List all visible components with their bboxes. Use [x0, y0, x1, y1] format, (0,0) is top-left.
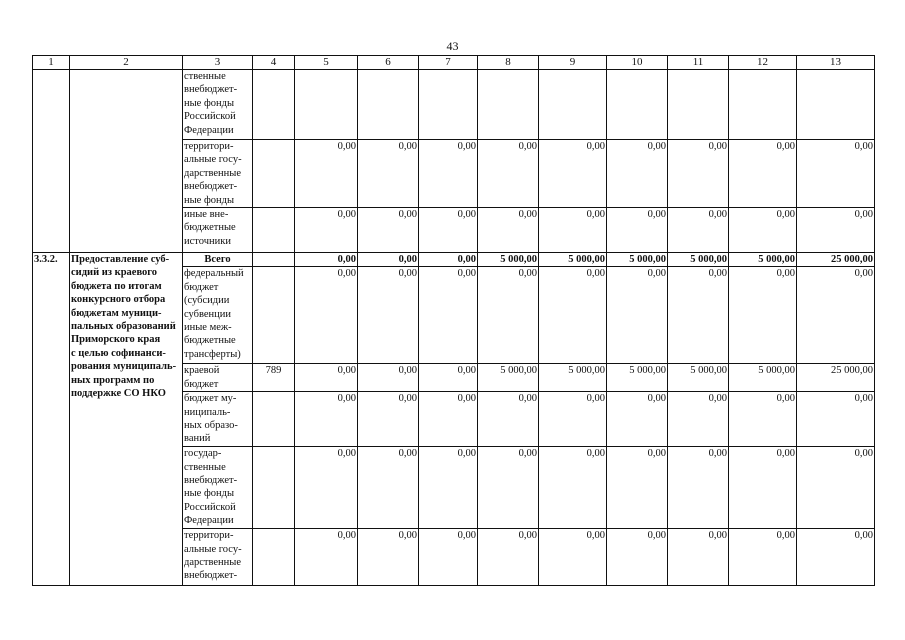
value-cell: 0,00	[539, 267, 607, 364]
value-cell: 25 000,00	[797, 253, 875, 267]
budget-code	[253, 447, 295, 529]
table-row	[33, 70, 875, 140]
value-cell: 0,00	[358, 447, 419, 529]
column-header: 10	[607, 56, 668, 70]
value-cell: 0,00	[797, 529, 875, 586]
funding-source: Всего	[183, 253, 253, 267]
value-cell: 5 000,00	[607, 364, 668, 392]
value-cell: 0,00	[797, 267, 875, 364]
value-cell: 0,00	[358, 529, 419, 586]
column-header: 6	[358, 56, 419, 70]
column-header: 11	[668, 56, 729, 70]
value-cell: 0,00	[729, 529, 797, 586]
value-cell: 0,00	[295, 364, 358, 392]
value-cell: 0,00	[797, 392, 875, 447]
value-cell	[668, 70, 729, 140]
value-cell: 0,00	[729, 208, 797, 253]
funding-source: государ- ственные внебюджет- ные фонды Российской Федерации	[183, 447, 253, 529]
value-cell: 0,00	[419, 140, 478, 208]
value-cell: 0,00	[539, 529, 607, 586]
budget-code	[253, 267, 295, 364]
value-cell: 0,00	[668, 447, 729, 529]
value-cell: 0,00	[607, 529, 668, 586]
value-cell: 0,00	[358, 253, 419, 267]
budget-code	[253, 208, 295, 253]
value-cell: 0,00	[358, 267, 419, 364]
column-header: 5	[295, 56, 358, 70]
value-cell: 0,00	[358, 364, 419, 392]
value-cell: 0,00	[607, 392, 668, 447]
column-header: 7	[419, 56, 478, 70]
value-cell: 0,00	[358, 208, 419, 253]
value-cell: 5 000,00	[478, 253, 539, 267]
page-number: 43	[446, 39, 459, 53]
value-cell: 0,00	[668, 529, 729, 586]
value-cell: 0,00	[358, 392, 419, 447]
funding-source: территори- альные госу- дарственные внебюджет- ные фонды	[183, 140, 253, 208]
value-cell: 0,00	[729, 392, 797, 447]
table-body	[33, 70, 875, 586]
value-cell: 0,00	[668, 392, 729, 447]
funding-source: краевой бюджет	[183, 364, 253, 392]
budget-table	[32, 55, 875, 586]
value-cell: 0,00	[478, 447, 539, 529]
budget-code	[253, 140, 295, 208]
value-cell: 0,00	[668, 140, 729, 208]
value-cell	[358, 70, 419, 140]
column-header: 4	[253, 56, 295, 70]
value-cell: 5 000,00	[668, 253, 729, 267]
value-cell: 25 000,00	[797, 364, 875, 392]
value-cell: 0,00	[478, 267, 539, 364]
value-cell: 0,00	[539, 208, 607, 253]
value-cell: 0,00	[419, 208, 478, 253]
value-cell: 0,00	[478, 140, 539, 208]
funding-source: территори- альные госу- дарственные внебюджет-	[183, 529, 253, 586]
value-cell	[478, 70, 539, 140]
value-cell: 0,00	[295, 529, 358, 586]
value-cell: 0,00	[478, 392, 539, 447]
funding-source: ственные внебюджет- ные фонды Российской Федерации	[183, 70, 253, 140]
column-number-row	[33, 56, 875, 70]
value-cell: 0,00	[539, 392, 607, 447]
value-cell	[607, 70, 668, 140]
value-cell	[419, 70, 478, 140]
value-cell: 0,00	[419, 392, 478, 447]
value-cell: 0,00	[478, 529, 539, 586]
value-cell: 5 000,00	[729, 253, 797, 267]
item-index: 3.3.2.	[33, 253, 70, 586]
budget-code	[253, 70, 295, 140]
value-cell: 0,00	[729, 447, 797, 529]
value-cell: 0,00	[419, 447, 478, 529]
value-cell: 0,00	[419, 529, 478, 586]
budget-code	[253, 392, 295, 447]
value-cell: 0,00	[539, 140, 607, 208]
value-cell: 5 000,00	[729, 364, 797, 392]
item-name-cell	[70, 70, 183, 253]
value-cell: 5 000,00	[478, 364, 539, 392]
budget-code: 789	[253, 364, 295, 392]
value-cell: 0,00	[607, 140, 668, 208]
table-row	[33, 253, 875, 267]
value-cell: 0,00	[607, 267, 668, 364]
value-cell: 0,00	[478, 208, 539, 253]
value-cell: 0,00	[729, 140, 797, 208]
column-header: 12	[729, 56, 797, 70]
column-header: 9	[539, 56, 607, 70]
value-cell: 0,00	[607, 208, 668, 253]
value-cell: 0,00	[729, 267, 797, 364]
value-cell: 5 000,00	[668, 364, 729, 392]
value-cell: 0,00	[797, 140, 875, 208]
value-cell: 0,00	[419, 364, 478, 392]
value-cell: 0,00	[295, 392, 358, 447]
funding-source: бюджет му- ниципаль- ных образо- ваний	[183, 392, 253, 447]
value-cell: 0,00	[797, 208, 875, 253]
item-name: Предоставление суб- сидий из краевого бюджета по итогам конкурсного отбора бюджетам муници- пальных образований Приморского края с целью софинанси- рования муниципаль- ных программ по поддержке СО НКО	[70, 253, 183, 586]
value-cell	[797, 70, 875, 140]
budget-code	[253, 253, 295, 267]
value-cell: 0,00	[295, 447, 358, 529]
budget-code	[253, 529, 295, 586]
value-cell: 0,00	[358, 140, 419, 208]
value-cell: 5 000,00	[539, 253, 607, 267]
funding-source: иные вне- бюджетные источники	[183, 208, 253, 253]
value-cell	[539, 70, 607, 140]
column-header: 8	[478, 56, 539, 70]
column-header: 2	[70, 56, 183, 70]
value-cell: 0,00	[295, 140, 358, 208]
value-cell	[295, 70, 358, 140]
value-cell: 0,00	[668, 267, 729, 364]
value-cell: 5 000,00	[607, 253, 668, 267]
value-cell: 0,00	[419, 267, 478, 364]
value-cell: 0,00	[295, 267, 358, 364]
funding-source: федеральный бюджет (субсидии субвенции иные меж- бюджетные трансферты)	[183, 267, 253, 364]
value-cell: 0,00	[668, 208, 729, 253]
value-cell: 0,00	[295, 253, 358, 267]
item-index-cell	[33, 70, 70, 253]
value-cell: 0,00	[295, 208, 358, 253]
column-header: 1	[33, 56, 70, 70]
value-cell: 0,00	[419, 253, 478, 267]
value-cell	[729, 70, 797, 140]
column-header: 3	[183, 56, 253, 70]
column-header: 13	[797, 56, 875, 70]
value-cell: 0,00	[539, 447, 607, 529]
value-cell: 0,00	[607, 447, 668, 529]
value-cell: 0,00	[797, 447, 875, 529]
value-cell: 5 000,00	[539, 364, 607, 392]
